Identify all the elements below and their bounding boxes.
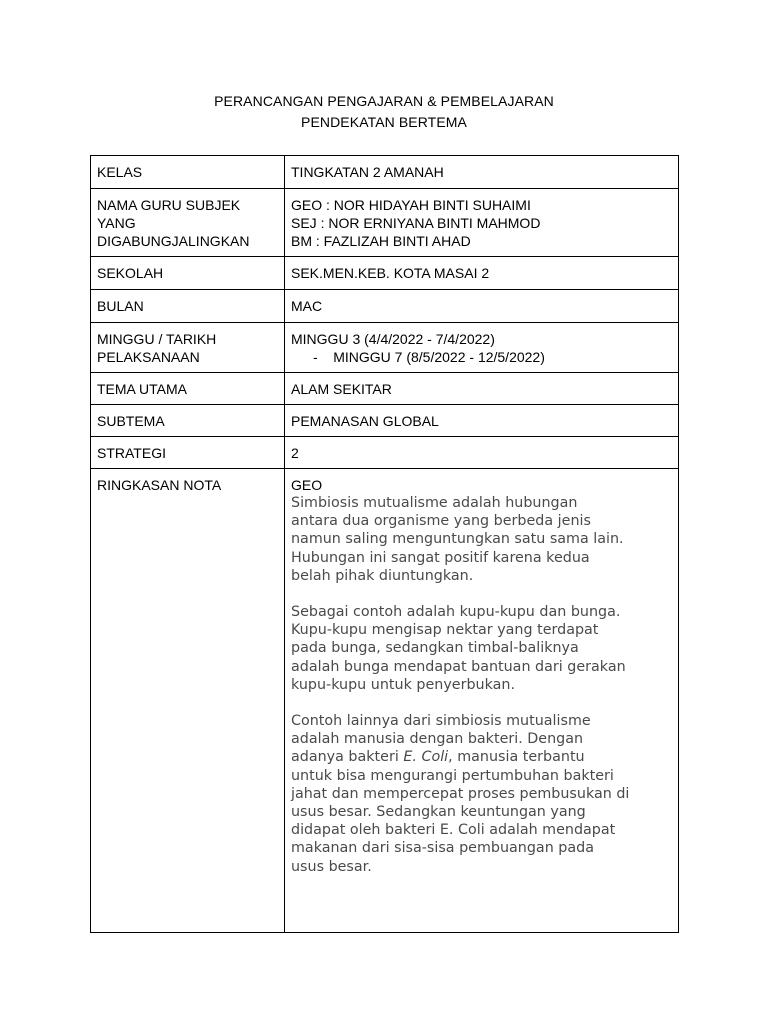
note-line: didapat oleh bakteri E. Coli adalah mendapat <box>291 822 616 839</box>
guru-label-line-2: YANG <box>97 215 136 231</box>
e-coli-italic: E. Coli <box>403 749 449 766</box>
note-line: jahat dan mempercepat proses pembusukan di <box>291 785 630 802</box>
note-line: Sebagai contoh adalah kupu-kupu dan bunga. <box>291 604 621 621</box>
note-text: adanya bakteri <box>291 749 404 766</box>
minggu-3: MINGGU 3 (4/4/2022 - 7/4/2022) <box>291 331 495 347</box>
row-kelas <box>91 156 679 189</box>
row-tema <box>91 373 679 405</box>
guru-label-line-3: DIGABUNGJALINGKAN <box>97 233 250 249</box>
tema-label: TEMA UTAMA <box>91 373 285 405</box>
minggu-label-line-1: MINGGU / TARIKH <box>97 331 217 347</box>
minggu-label <box>91 323 285 373</box>
row-sekolah <box>91 257 679 290</box>
minggu-label-line-2: PELAKSANAAN <box>97 349 200 365</box>
tema-value: ALAM SEKITAR <box>285 373 679 405</box>
note-line: usus besar. Sedangkan keuntungan yang <box>291 804 586 821</box>
row-subtema <box>91 405 679 437</box>
note-line: makanan dari sisa-sisa pembuangan pada <box>291 840 594 857</box>
strategi-label: STRATEGI <box>91 437 285 469</box>
note-line: untuk bisa mengurangi pertumbuhan bakteri <box>291 767 614 784</box>
ringkasan-label: RINGKASAN NOTA <box>91 469 285 933</box>
guru-sej: SEJ : NOR ERNIYANA BINTI MAHMOD <box>291 215 541 231</box>
note-line: adalah manusia dengan bakteri. Dengan <box>291 731 584 748</box>
note-paragraph-3 <box>291 712 672 876</box>
sekolah-value: SEK.MEN.KEB. KOTA MASAI 2 <box>285 257 679 290</box>
guru-value <box>285 189 679 257</box>
sekolah-label: SEKOLAH <box>91 257 285 290</box>
guru-bm: BM : FAZLIZAH BINTI AHAD <box>291 233 471 249</box>
note-line-with-italic <box>291 748 672 766</box>
guru-geo: GEO : NOR HIDAYAH BINTI SUHAIMI <box>291 197 531 213</box>
document-subtitle: PENDEKATAN BERTEMA <box>301 114 467 130</box>
note-paragraph-2 <box>291 603 672 694</box>
ringkasan-value <box>285 469 679 933</box>
note-line: pada bunga, sedangkan timbal-baliknya <box>291 640 579 657</box>
minggu-7: - MINGGU 7 (8/5/2022 - 12/5/2022) <box>313 349 545 365</box>
subtema-value: PEMANASAN GLOBAL <box>285 405 679 437</box>
bulan-value: MAC <box>285 290 679 323</box>
row-bulan <box>91 290 679 323</box>
ringkasan-heading-geo: GEO <box>291 477 323 493</box>
strategi-value: 2 <box>285 437 679 469</box>
note-line: Hubungan ini sangat positif karena kedua <box>291 549 590 566</box>
note-line: antara dua organisme yang berbeda jenis <box>291 513 591 530</box>
note-line: Kupu-kupu mengisap nektar yang terdapat <box>291 622 599 639</box>
note-line: Simbiosis mutualisme adalah hubungan <box>291 495 578 511</box>
note-paragraph-1 <box>291 494 672 585</box>
row-guru <box>91 189 679 257</box>
note-line: adalah bunga mendapat bantuan dari gerakan <box>291 658 626 675</box>
document-title: PERANCANGAN PENGAJARAN & PEMBELAJARAN <box>214 93 554 109</box>
note-line: kupu-kupu untuk penyerbukan. <box>291 676 515 693</box>
kelas-label: KELAS <box>91 156 285 189</box>
note-line: usus besar. <box>291 858 372 875</box>
subtema-label: SUBTEMA <box>91 405 285 437</box>
guru-label <box>91 189 285 257</box>
bulan-label: BULAN <box>91 290 285 323</box>
row-minggu <box>91 323 679 373</box>
guru-label-line-1: NAMA GURU SUBJEK <box>97 197 241 213</box>
note-text: , manusia terbantu <box>448 749 585 766</box>
row-ringkasan <box>91 469 679 933</box>
note-line: namun saling menguntungkan satu sama lain. <box>291 531 624 548</box>
kelas-value: TINGKATAN 2 AMANAH <box>285 156 679 189</box>
minggu-value <box>285 323 679 373</box>
lesson-plan-table <box>90 155 679 933</box>
note-line: belah pihak diuntungkan. <box>291 567 474 584</box>
note-line: Contoh lainnya dari simbiosis mutualisme <box>291 713 591 730</box>
row-strategi <box>91 437 679 469</box>
